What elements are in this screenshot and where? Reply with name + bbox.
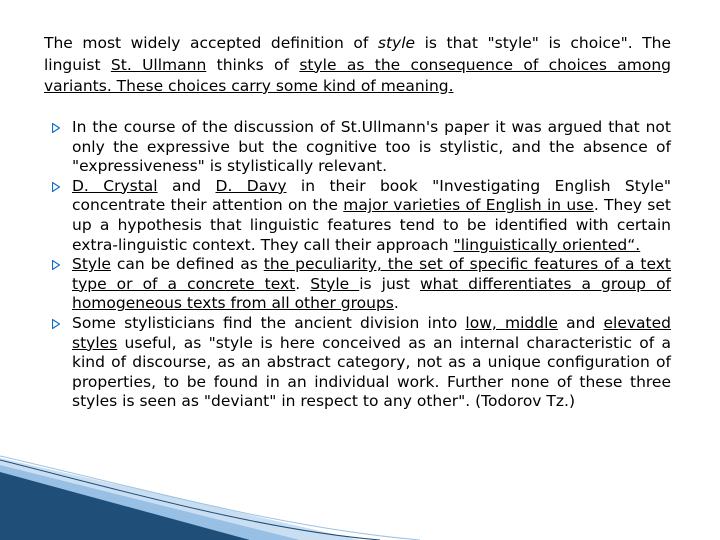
style-word-2: Style bbox=[310, 274, 360, 293]
triangle-bullet-icon bbox=[52, 260, 60, 270]
low-word: low, bbox=[465, 313, 505, 332]
intro-paragraph bbox=[44, 33, 671, 98]
middle-word: middle bbox=[505, 313, 558, 332]
bullet-text-3c: . bbox=[295, 274, 311, 293]
bullet-text-4b: and bbox=[557, 313, 604, 332]
bullet-item-2 bbox=[52, 177, 671, 255]
bullet-list bbox=[52, 118, 671, 412]
style-word-1: Style bbox=[72, 255, 111, 274]
triangle-bullet-icon bbox=[52, 123, 60, 133]
bullet-text-2b: in their book "Investigating English Style" concentrate their attention on the bbox=[72, 176, 671, 215]
davy-name: D. Davy bbox=[215, 176, 287, 195]
triangle-bullet-icon bbox=[52, 319, 60, 329]
bullet-text-2c: . They set up a hypothesis that linguistic features tend to be identified with certain extra-linguistic context. They call their approach bbox=[72, 196, 671, 254]
intro-text-5: thinks of bbox=[206, 55, 300, 74]
major-varieties-phrase: major varieties of English in use bbox=[343, 196, 594, 215]
bullet-text-4a: Some stylisticians find the ancient division into bbox=[72, 313, 466, 332]
differentiates-phrase: what differentiates a group of homogeneous texts from all other groups bbox=[72, 274, 672, 313]
bullet-item-3 bbox=[52, 255, 671, 314]
peculiarity-phrase: the peculiarity, the set of specific features of a text type or of a concrete text bbox=[72, 255, 671, 293]
triangle-bullet-icon bbox=[52, 182, 60, 192]
bullet-text-3e: . bbox=[393, 294, 399, 313]
bullet-item-1 bbox=[52, 118, 671, 177]
intro-definition: style as the consequence of choices among variants. These choices carry some kind of meaning. bbox=[44, 55, 671, 95]
decorative-wave-graphic bbox=[0, 420, 720, 540]
intro-style-word: style bbox=[377, 34, 416, 52]
linguistically-oriented-phrase: "linguistically oriented“. bbox=[453, 235, 641, 254]
bullet-text-1: In the course of the discussion of St.Ullmann's paper it was argued that not only the expressive but the cognitive too is stylistic, and the absence of "expressiveness" is stylistically relevant. bbox=[72, 118, 671, 176]
elevated-styles-phrase: elevated styles bbox=[72, 313, 672, 352]
intro-text-3: is that "style" is choice". The linguist bbox=[44, 34, 671, 74]
intro-ullmann: St. Ullmann bbox=[110, 55, 207, 74]
crystal-name: D. Crystal bbox=[72, 176, 158, 195]
bullet-text-3d: is just bbox=[359, 274, 420, 293]
intro-text-1: The most widely accepted definition of bbox=[44, 34, 378, 52]
bullet-item-4 bbox=[52, 314, 671, 412]
bullet-text-3b: can be defined as bbox=[110, 255, 264, 274]
bullet-text-2a: and bbox=[157, 176, 216, 195]
bullet-text-4c: useful, as "style is here conceived as an internal characteristic of a kind of discourse, as an abstract category, not as a unique configuration of properties, to be found in an individual work. Further none of these three styles is seen as "deviant" in respect to any other". (Todorov Tz.) bbox=[72, 333, 671, 411]
